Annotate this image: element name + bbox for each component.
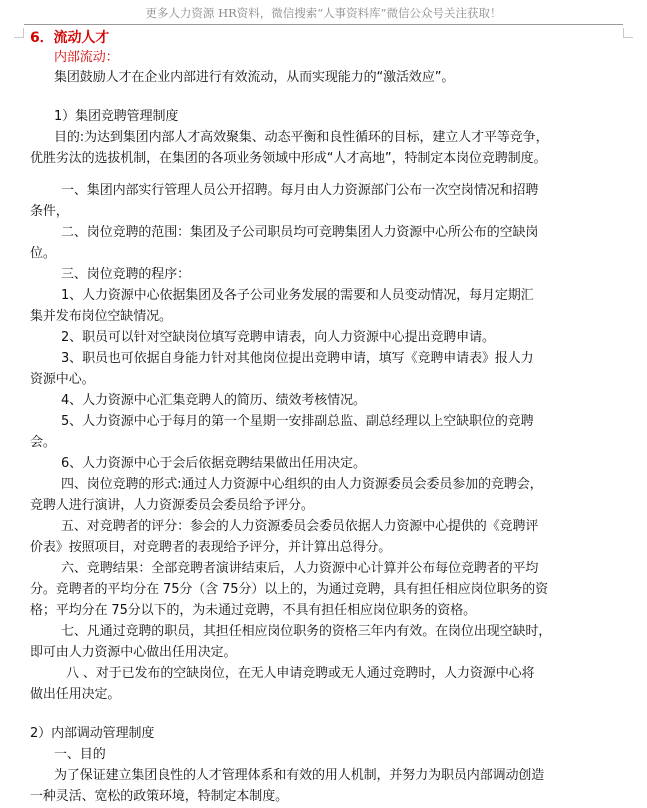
clause-2-line-2: 位。 — [30, 246, 56, 261]
step-5-line-1: 5、人力资源中心于每月的第一个星期一安排副总监、副总经理以上空缺职位的竞聘 — [61, 414, 534, 429]
part2-line-2: 一种灵活、宽松的政策环境，特制定本制度。 — [30, 789, 289, 804]
step-1-line-1: 1、人力资源中心依据集团及各子公司业务发展的需要和人员变动情况，每月定期汇 — [61, 288, 534, 303]
part2-line-1: 为了保证建立集团良性的人才管理体系和有效的用人机制，并努力为职员内部调动创造 — [54, 768, 545, 783]
margin-mark-top-left — [14, 28, 24, 38]
step-1-line-2: 集并发布岗位空缺情况。 — [30, 309, 172, 324]
clause-7-line-1: 七、凡通过竞聘的职员，其担任相应岗位职务的资格三年内有效。在岗位出现空缺时， — [61, 624, 552, 639]
header-banner: 更多人力资源 HR资料，微信搜索“人事资料库”微信公众号关注获取！ — [24, 2, 623, 25]
part2-subheading: 一、目的 — [54, 747, 106, 762]
subheading-internal-flow: 内部流动： — [54, 50, 119, 65]
clause-7-line-2: 即可由人力资源中心做出任用决定。 — [30, 645, 237, 660]
step-5-line-2: 会。 — [30, 435, 56, 450]
clause-6-line-3: 格；平均分在 75分以下的，为未通过竞聘，不具有担任相应岗位职务的资格。 — [30, 603, 477, 618]
clause-4-line-1: 四、岗位竞聘的形式:通过人力资源中心组织的由人力资源委员会委员参加的竞聘会， — [61, 477, 543, 492]
margin-mark-top-right — [623, 28, 633, 38]
part2-heading: 2）内部调动管理制度 — [30, 726, 155, 741]
intro-text: 集团鼓励人才在企业内部进行有效流动，从而实现能力的“激活效应”。 — [54, 70, 455, 85]
clause-5-line-2: 价表》按照项目，对竞聘者的表现给予评分，并计算出总得分。 — [30, 540, 392, 555]
step-3-line-1: 3、职员也可依据自身能力针对其他岗位提出竞聘申请，填写《竞聘申请表》报人力 — [61, 351, 534, 366]
clause-8-line-1: 八 、对于已发布的空缺岗位，在无人申请竞聘或无人通过竞聘时，人力资源中心将 — [66, 666, 535, 681]
clause-2-line-1: 二、岗位竞聘的范围：集团及子公司职员均可竞聘集团人力资源中心所公布的空缺岗 — [61, 225, 539, 240]
clause-4-line-2: 竞聘人进行演讲，人力资源委员会委员给予评分。 — [30, 498, 314, 513]
clause-1-line-1: 一、集团内部实行管理人员公开招聘。每月由人力资源部门公布一次空岗情况和招聘 — [61, 183, 539, 198]
step-3-line-2: 资源中心。 — [30, 372, 95, 387]
part1-heading: 1）集团竞聘管理制度 — [54, 109, 179, 124]
clause-3-heading: 三、岗位竞聘的程序： — [61, 267, 191, 282]
clause-1-line-2: 条件， — [30, 204, 69, 219]
clause-8-line-2: 做出任用决定。 — [30, 687, 121, 702]
clause-6-line-2: 分。竞聘者的平均分在 75分（含 75分）以上的，为通过竞聘，具有担任相应岗位职务的资 — [30, 582, 549, 597]
section-title: 6．流动人才 — [30, 30, 110, 46]
step-4: 4、人力资源中心汇集竞聘人的简历、绩效考核情况。 — [61, 393, 366, 408]
step-2: 2、职员可以针对空缺岗位填写竞聘申请表，向人力资源中心提出竞聘申请。 — [61, 330, 495, 345]
purpose-line-1: 目的:为达到集团内部人才高效聚集、动态平衡和良性循环的目标，建立人才平等竞争， — [54, 130, 549, 145]
step-6: 6、人力资源中心于会后依据竞聘结果做出任用决定。 — [61, 456, 366, 471]
clause-5-line-1: 五、对竞聘者的评分：参会的人力资源委员会委员依据人力资源中心提供的《竞聘评 — [61, 519, 539, 534]
purpose-line-2: 优胜劣汰的选拔机制，在集团的各项业务领域中形成“人才高地”，特制定本岗位竞聘制度。 — [30, 151, 547, 166]
clause-6-line-1: 六、竞聘结果：全部竞聘者演讲结束后，人力资源中心计算并公布每位竞聘者的平均 — [61, 561, 539, 576]
